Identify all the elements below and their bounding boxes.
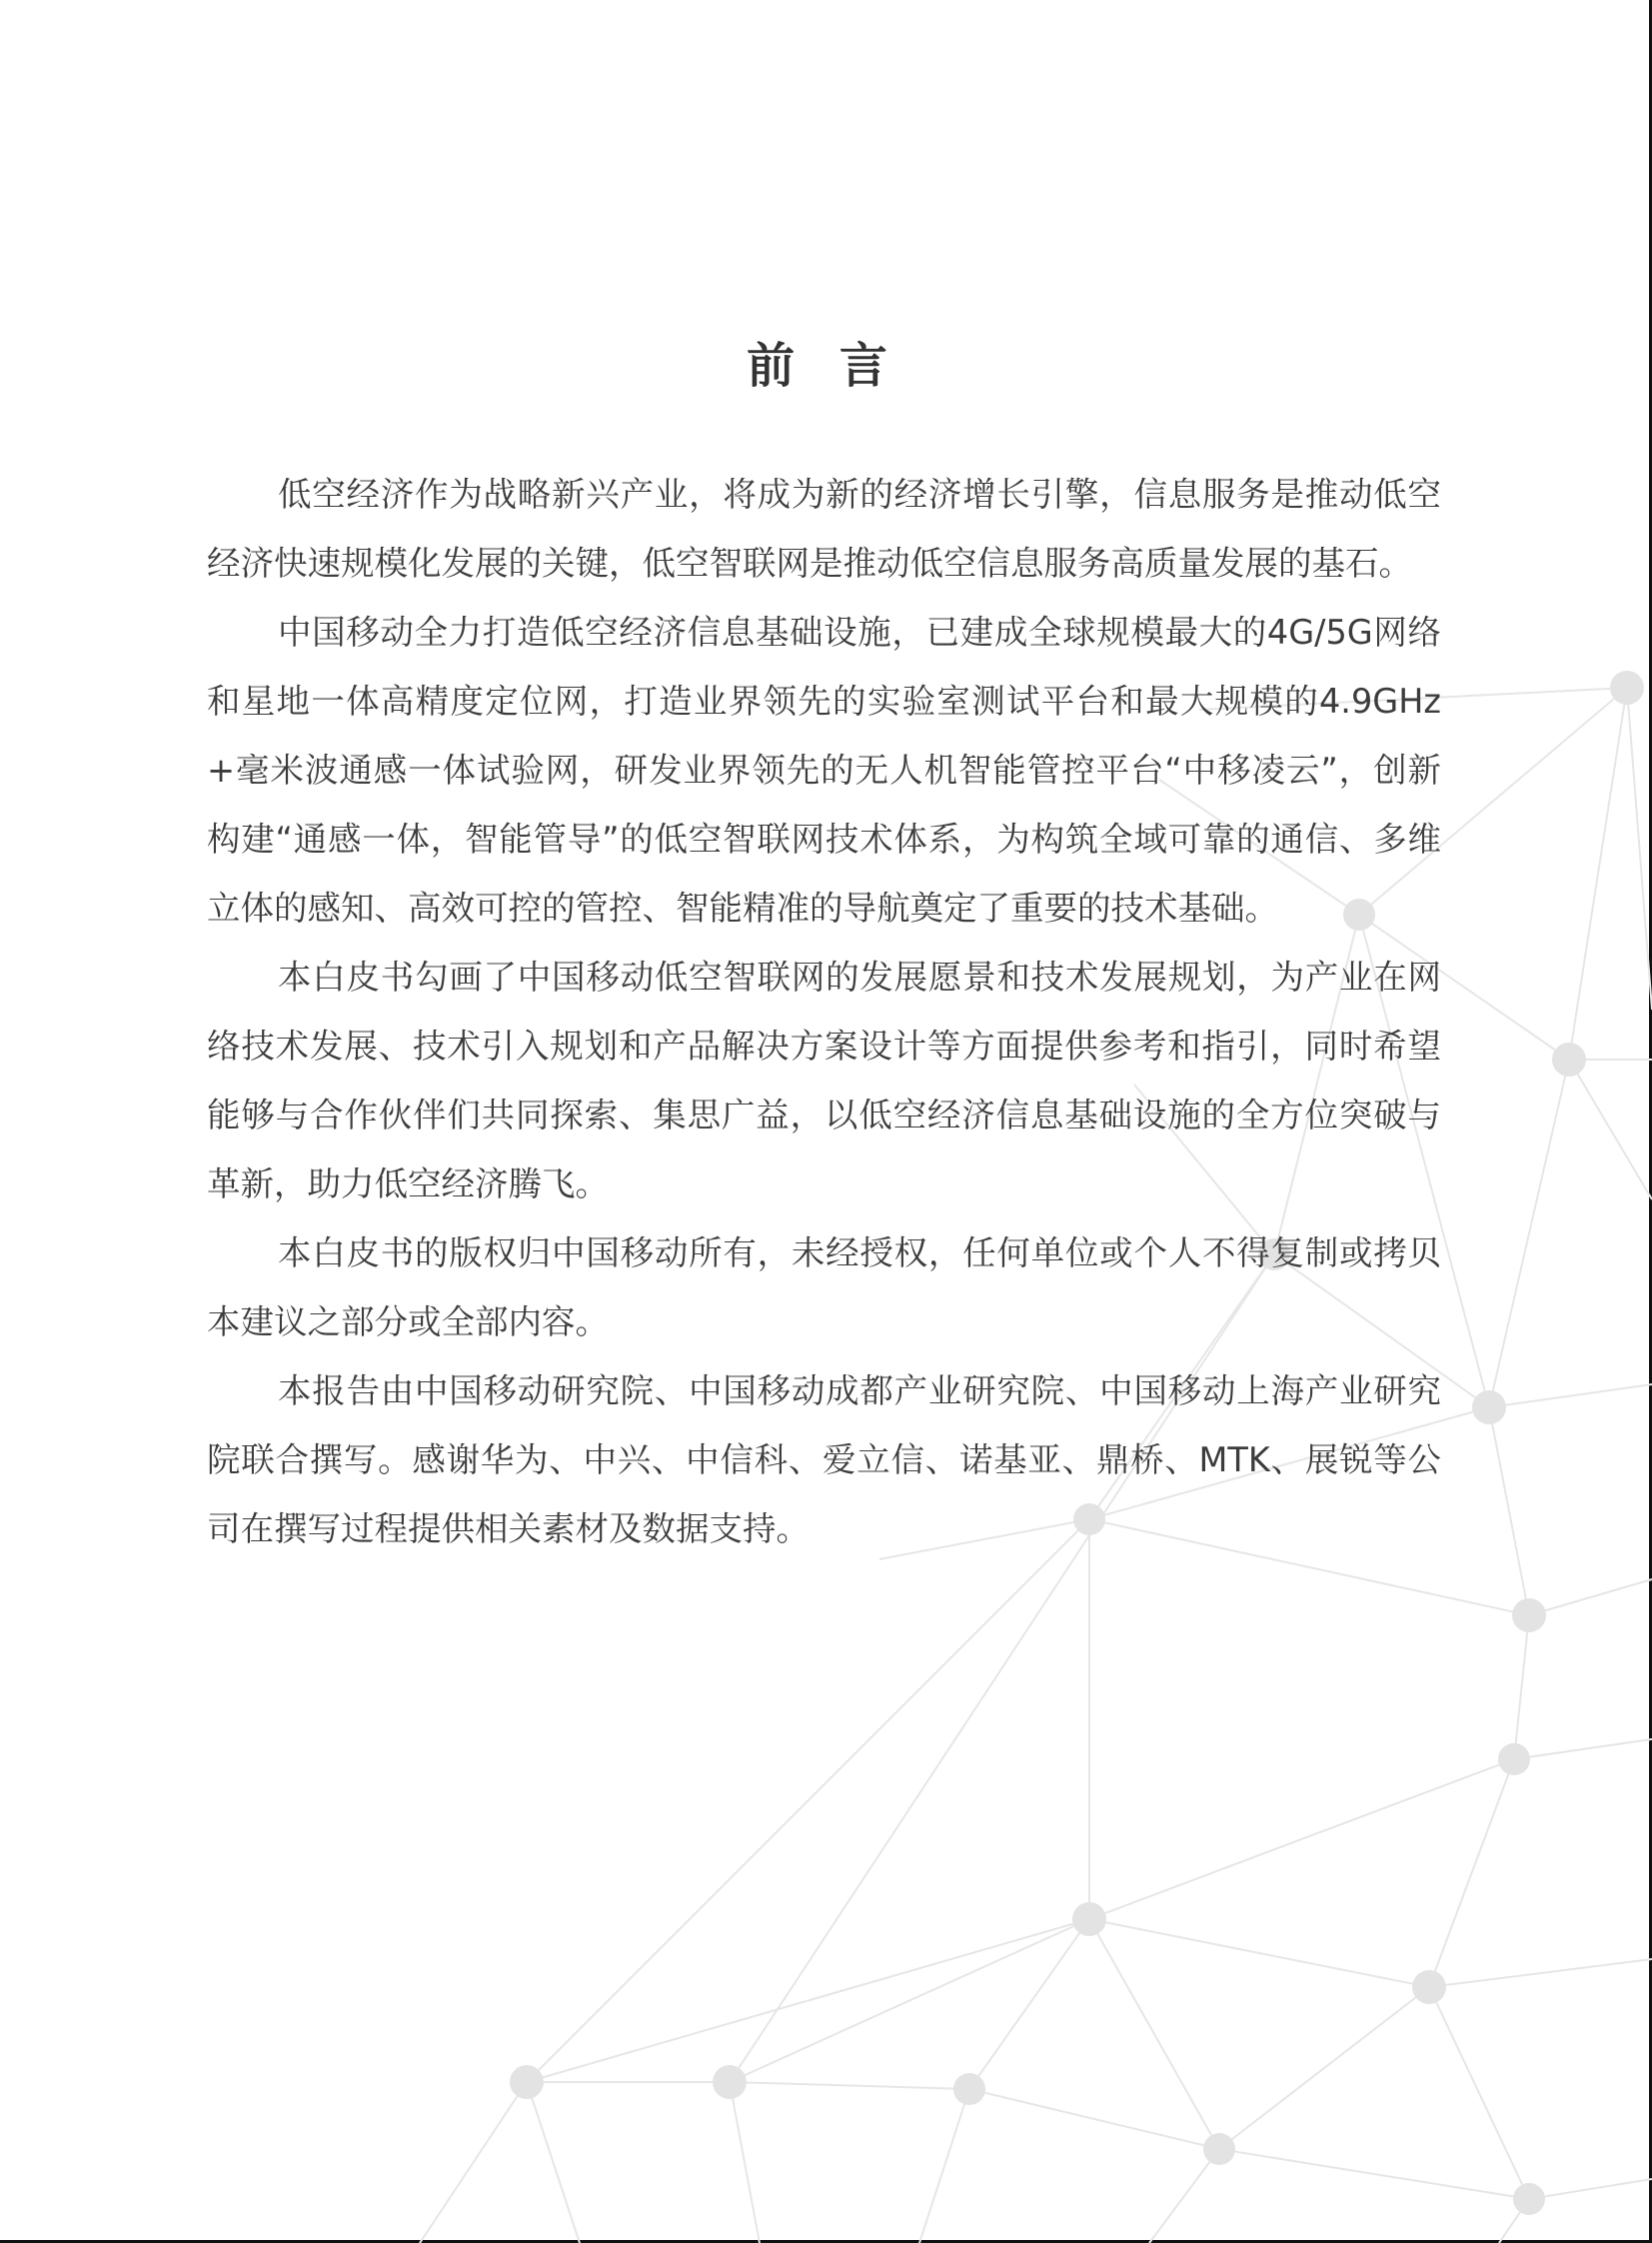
paragraph-5: 本报告由中国移动研究院、中国移动成都产业研究院、中国移动上海产业研究院联合撰写。感谢华为、中兴、中信科、爱立信、诺基亚、鼎桥、MTK、展锐等公司在撰写过程提供相关素材及数据支持。 bbox=[207, 1371, 1441, 1548]
paragraph-1: 低空经济作为战略新兴产业，将成为新的经济增长引擎，信息服务是推动低空经济快速规模化发展的关键，低空智联网是推动低空信息服务高质量发展的基石。 bbox=[207, 475, 1441, 583]
paragraph-4: 本白皮书的版权归中国移动所有，未经授权，任何单位或个人不得复制或拷贝本建议之部分或全部内容。 bbox=[207, 1233, 1441, 1341]
paragraph-3: 本白皮书勾画了中国移动低空智联网的发展愿景和技术发展规划，为产业在网络技术发展、技术引入规划和产品解决方案设计等方面提供参考和指引，同时希望能够与合作伙伴们共同探索、集思广益，以低空经济信息基础设施的全方位突破与革新，助力低空经济腾飞。 bbox=[207, 958, 1441, 1203]
page-title: 前 言 bbox=[747, 338, 901, 394]
paragraph-2: 中国移动全力打造低空经济信息基础设施，已建成全球规模最大的4G/5G网络和星地一体高精度定位网，打造业界领先的实验室测试平台和最大规模的4.9GHz+毫米波通感一体试验网，研发业界领先的无人机智能管控平台“中移凌云”，创新构建“通感一体，智能管导”的低空智联网技术体系，为构筑全域可靠的通信、多维立体的感知、高效可控的管控、智能精准的导航奠定了重要的技术基础。 bbox=[207, 613, 1441, 928]
preface-content bbox=[207, 330, 1441, 1563]
